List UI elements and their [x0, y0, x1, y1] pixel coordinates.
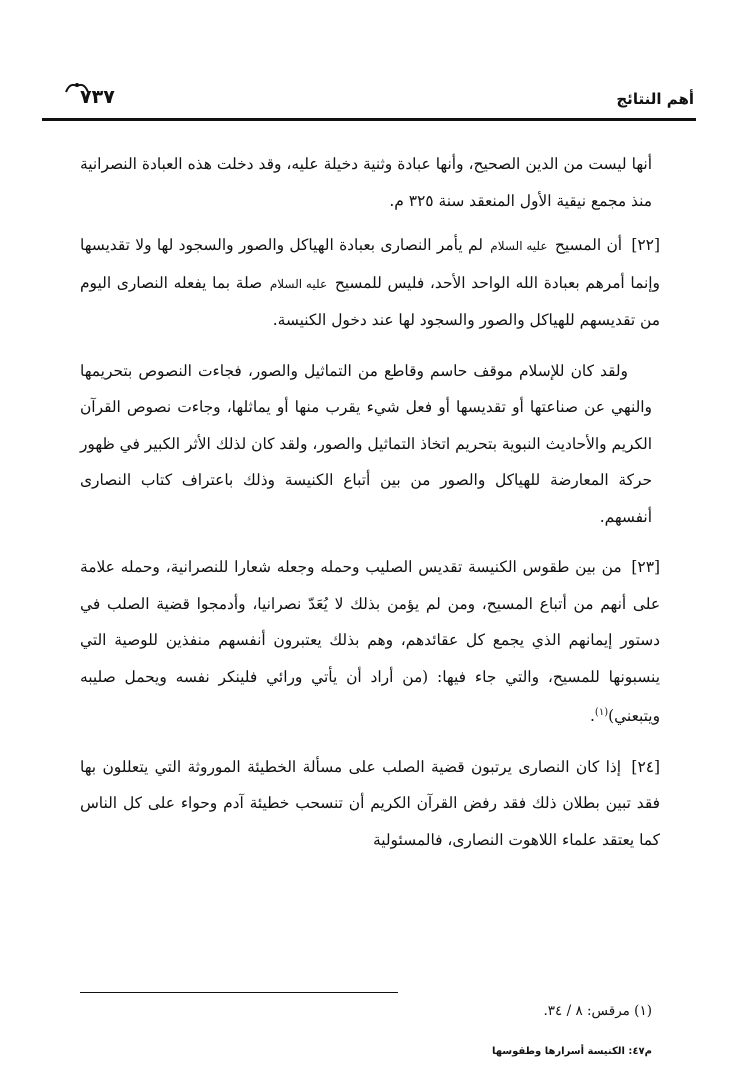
item-text: إذا كان النصارى يرتبون قضية الصلب على مسألة الخطيئة الموروثة التي يتعللون بها فقد تبين بطلان ذلك فقد رفض القرآن الكريم أن تنسحب خطيئة آدم وحواء على كل الناس كما يعتقد علماء اللاهوت النصارى، فالمسئولية	[80, 757, 660, 849]
item-text: من بين طقوس الكنيسة تقديس الصليب وحمله وجعله شعارا للنصرانية، وحمله علامة على أنهم من أتباع المسيح، ومن لم يؤمن بذلك لا يُعَدّ نصرانيا، وأدمجوا قضية الصلب في دستور إيمانهم الذي يجمع كل عقائدهم، وهم بذلك يعتبرون أنفسهم منفذين للوصية التي ينسبونها للمسيح، والتي جاء فيها: (من أراد أن يأتي ورائي فلينكر نفسه ويحمل صليبه ويتبعني)	[80, 558, 660, 726]
page-footer: م٤٧: الكنيسة أسرارها وطقوسها	[491, 1046, 652, 1057]
item-number: [٢٢]	[631, 236, 660, 254]
numbered-item-22	[80, 227, 660, 339]
page-body	[80, 146, 660, 858]
item-text-part: لم يأمر النصارى بعبادة الهياكل والصور والسجود لها ولا تقديسها وإنما أمرهم بعبادة الله الواحد الأحد، فليس للمسيح	[80, 236, 660, 292]
footnote: (١) مرقس: ٨ / ٣٤.	[543, 1003, 652, 1019]
honorific-glyph: عليه السلام	[490, 239, 548, 253]
header-rule	[42, 118, 696, 121]
item-number: [٢٤]	[631, 757, 660, 776]
page-number: ٧٣٧	[80, 86, 115, 108]
item-number: [٢٣]	[631, 558, 660, 576]
paragraph: ولقد كان للإسلام موقف حاسم وقاطع من التماثيل والصور، فجاءت النصوص بتحريمها والنهي عن صناعتها أو تقديسها أو فعل شيء يقرب منها أو يماثلها، وجاءت نصوص القرآن الكريم والأحاديث النبوية بتحريم اتخاذ التماثيل والصور، ولقد كان لذلك الأثر الكبير في ظهور حركة المعارضة للهياكل والصور من بين أتباع الكنيسة وذلك باعتراف كتاب النصارى أنفسهم.	[80, 361, 652, 526]
footnote-ref: (١)	[594, 707, 609, 718]
item-text-part: صلة بما يفعله النصارى اليوم من تقديسهم للهياكل والصور والسجود لها عند دخول الكنيسة.	[80, 273, 660, 329]
paragraph-continued: أنها ليست من الدين الصحيح، وأنها عبادة وثنية دخيلة عليه، وقد دخلت هذه العبادة النصرانية منذ مجمع نيقية الأول المنعقد سنة ٣٢٥ م.	[80, 155, 652, 210]
honorific-glyph: عليه السلام	[269, 276, 328, 291]
running-title: أهم النتائج	[616, 90, 694, 108]
item-text-part: أن المسيح	[554, 236, 623, 254]
numbered-item-24	[80, 749, 660, 859]
footnote-rule	[80, 992, 398, 993]
numbered-item-23: [٢٣] من بين طقوس الكنيسة تقديس الصليب وحمله وجعله شعارا للنصرانية، وحمله علامة على أنهم من أتباع المسيح، ومن لم يؤمن بذلك لا يُعَدّ نصرانيا، وأدمجوا قضية الصلب في دستور إيمانهم الذي يجمع كل عقائدهم، وهم بذلك يعتبرون أنفسهم منفذين للوصية التي ينسبونها للمسيح، والتي جاء فيها: (من أراد أن يأتي ورائي فلينكر نفسه ويحمل صليبه ويتبعني)$^{(١)}$.	[80, 558, 660, 726]
